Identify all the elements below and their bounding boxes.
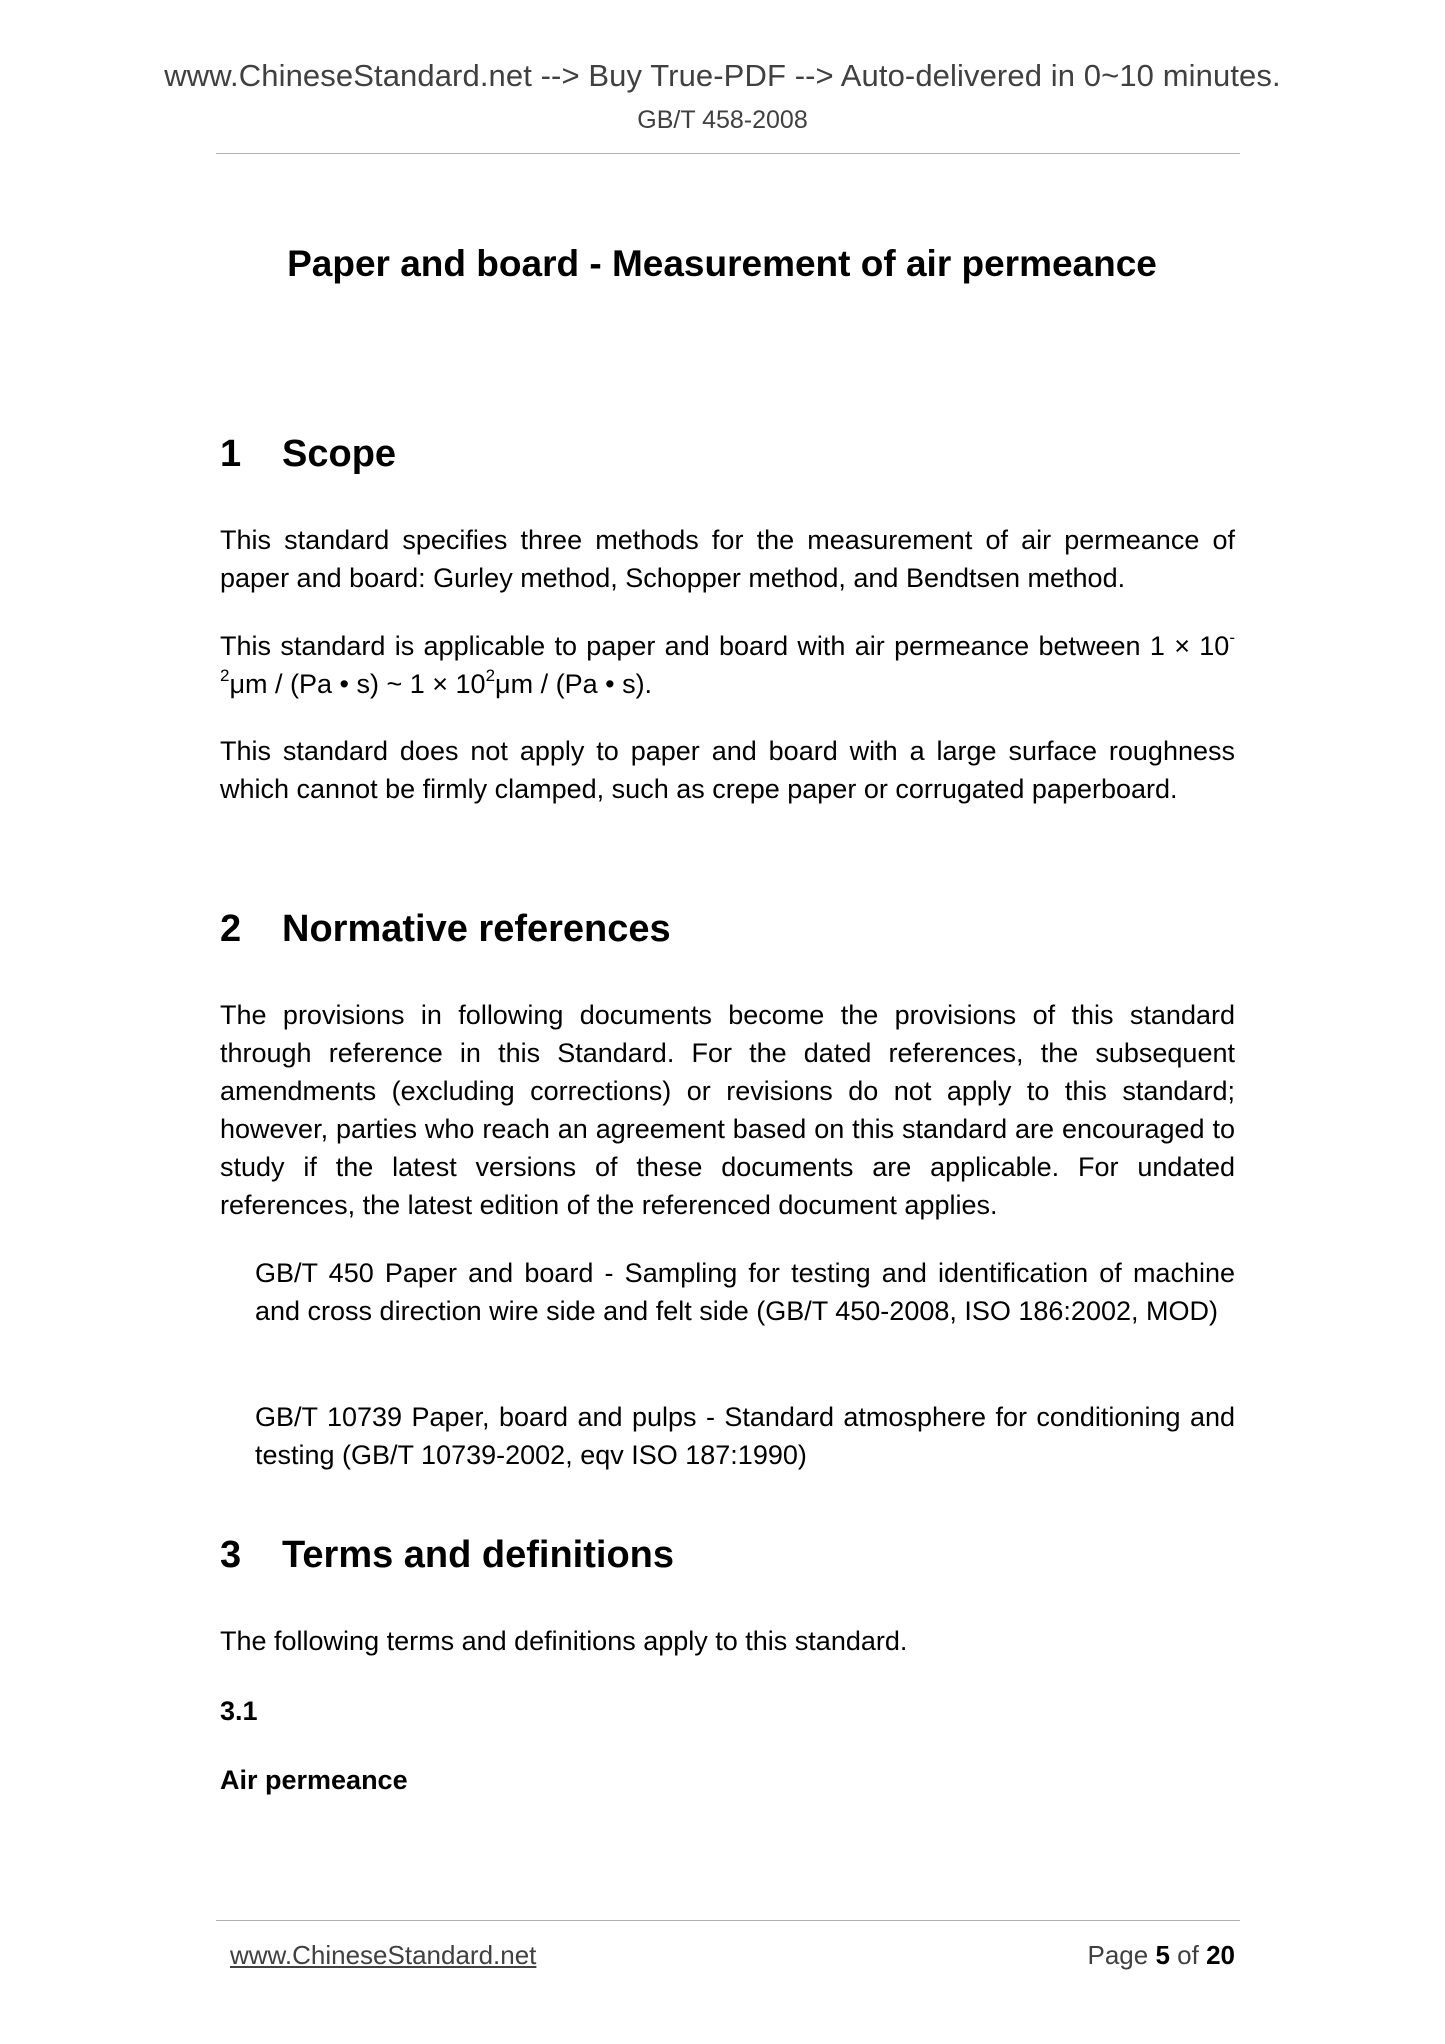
section-title: Terms and definitions [282, 1534, 675, 1576]
section-number: 1 [220, 433, 242, 475]
footer-divider [216, 1920, 1240, 1921]
page-indicator [1087, 1940, 1235, 1971]
of-label: of [1177, 1940, 1199, 1970]
scope-paragraph-3 [220, 732, 1235, 808]
paragraph-text: This standard does not apply to paper and board with a large surface roughness which cannot be firmly clamped, such as crepe paper or corrugated paperboard. [220, 736, 1235, 804]
current-page-number: 5 [1155, 1940, 1170, 1970]
clause-number: 3.1 [220, 1696, 258, 1726]
reference-text: GB/T 450 Paper and board - Sampling for testing and identification of machine and cross direction wire side and felt side (GB/T 450-2008, ISO 186:2002, MOD) [255, 1258, 1235, 1326]
paragraph-text: This standard specifies three methods for the measurement of air permeance of paper and board: Gurley method, Schopper method, and Bendtsen method. [220, 525, 1235, 593]
text-run: This standard is applicable to paper and board with air permeance between 1 × 10 [220, 631, 1230, 661]
total-pages: 20 [1206, 1940, 1235, 1970]
paragraph-text: The provisions in following documents become the provisions of this standard through reference in this Standard. For the dated references, the subsequent amendments (excluding corrections) or revisions do not apply to this standard; however, parties who reach an agreement based on this standard are encouraged to study if the latest versions of these documents are applicable. For undated references, the latest edition of the referenced document applies. [220, 1000, 1235, 1220]
normative-paragraph [220, 996, 1235, 1224]
page-label: Page [1087, 1940, 1149, 1970]
section-heading-scope [220, 432, 396, 476]
section-heading-normative-references [220, 907, 671, 951]
header-banner[interactable]: www.ChineseStandard.net --> Buy True-PDF --> Auto-delivered in 0~10 minutes. [164, 58, 1281, 93]
section-title: Scope [282, 433, 397, 475]
section-heading-terms-definitions [220, 1533, 674, 1577]
scope-paragraph-1 [220, 521, 1235, 597]
text-run: μm / (Pa • s). [495, 669, 653, 699]
header-divider [216, 153, 1240, 154]
footer-website-link[interactable]: www.ChineseStandard.net [230, 1940, 537, 1970]
scope-paragraph-2 [220, 627, 1235, 703]
text-run: μm / (Pa • s) ~ 1 × 10 [229, 669, 486, 699]
superscript: 2 [485, 666, 496, 685]
superscript: -2 [220, 628, 1235, 685]
section-number: 3 [220, 1534, 242, 1576]
reference-text: GB/T 10739 Paper, board and pulps - Standard atmosphere for conditioning and testing (GB/T 10739-2002, eqv ISO 187:1990) [255, 1402, 1235, 1470]
page-title: Paper and board - Measurement of air permeance [287, 243, 1157, 284]
header-doc-code: GB/T 458-2008 [637, 106, 808, 134]
paragraph-text: The following terms and definitions apply to this standard. [220, 1626, 908, 1656]
reference-item-gbt-10739 [255, 1398, 1235, 1474]
term-name: Air permeance [220, 1765, 408, 1795]
section-title: Normative references [282, 908, 671, 950]
paragraph-text [220, 627, 1235, 703]
reference-item-gbt-450 [255, 1254, 1235, 1330]
terms-intro-paragraph [220, 1622, 1235, 1660]
section-number: 2 [220, 908, 242, 950]
